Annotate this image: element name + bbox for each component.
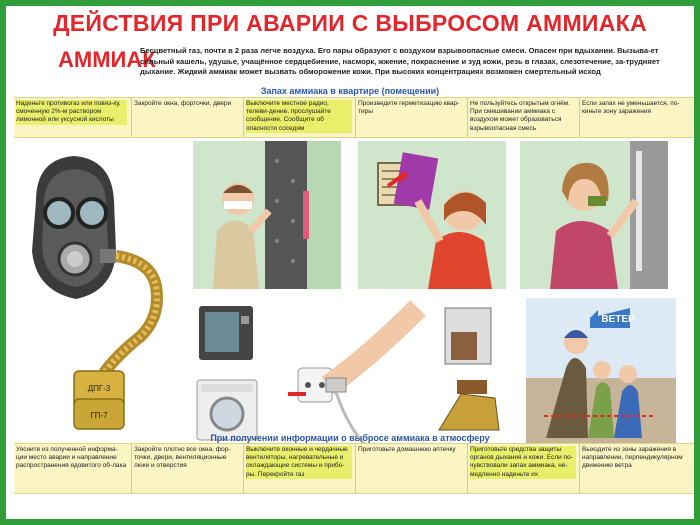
substance-label: АММИАК (58, 47, 156, 72)
substance-description: Бесцветный газ, почти в 2 раза легче воздуха. Его пары образуют с воздухом взрывоопасные смеси. Опасен при вдыхании. Вызыва-ет сильный кашель, удушье, учащённое сердцебиение, насморк, жжение, покраснение и зуд кожи, резь в глазах, слезотечение, за-трудняет дыхание. Жидкий аммиак может вызвать обморожение кожи. При высоких концентрациях возможен смертельный исход (140, 46, 660, 77)
gas-mask-illustration (16, 141, 186, 431)
indoor-action-1: Наденьте противогаз или повяз-ку, смоченную 2%-м раствором лимонной или уксусной кислоты (16, 100, 127, 125)
poster-title: ДЕЙСТВИЯ ПРИ АВАРИИ С ВЫБРОСОМ АММИАКА (53, 10, 647, 36)
outdoor-action-5: Приготовьте средства защиты органов дыхания и кожи. Если по-чувствовали запах аммиака, не-медленно наденьте их (470, 446, 576, 479)
outdoor-action-2: Закройте плотно все окна, фор-точки, двери, вентиляционные люки и отверстия (134, 446, 231, 470)
poster (6, 6, 694, 519)
outdoor-action-1: Уясните из полученной информа-ции место аварии и направление распространения ядовитого об-лака (16, 446, 127, 470)
indoor-action-2: Закройте окна, форточки, двери (134, 100, 232, 107)
coffee-iron-illustration (431, 298, 506, 444)
canister-top-label: ДПГ-3 (87, 384, 111, 393)
unplug-illustration (268, 298, 428, 448)
wind-escape-illustration (526, 298, 676, 444)
outdoor-actions-strip (14, 443, 694, 494)
outdoor-heading: При получении информации о выбросе аммиака в атмосферу (210, 433, 490, 443)
outdoor-action-3: Выключите оконные и чердачные вентиляторы, нагревательные и охлаждающие системы и прибо-ры. Перекройте газ (246, 446, 352, 479)
indoor-action-6: Если запах не уменьшается, по-киньте зону заражения (582, 100, 680, 116)
indoor-action-3: Выключите местное радио, телеви-дение, прослушайте сообщение. Сообщите об опасности соседям (246, 100, 352, 133)
indoor-action-5: Не пользуйтесь открытым огнём. При смешивании аммиака с воздухом может образоваться взрывоопасная смесь (470, 100, 571, 132)
outdoor-action-6: Выходите из зоны заражения в направлении, перпендикулярном движению ветра (582, 446, 683, 470)
wind-label: ВЕТЕР (601, 314, 635, 325)
indoor-heading: Запах аммиака в квартире (помещении) (260, 86, 440, 96)
sealing-vent-illustration (358, 141, 506, 289)
sealing-window-illustration (520, 141, 668, 289)
closing-door-illustration (193, 141, 341, 289)
outdoor-action-4: Приготовьте домашнюю аптечку (358, 446, 456, 453)
appliances-illustration (193, 298, 265, 444)
indoor-actions-strip (14, 97, 694, 138)
canister-bottom-label: ГП-7 (90, 411, 108, 420)
indoor-action-4: Произведите герметизацию квар-тиры (358, 100, 460, 116)
